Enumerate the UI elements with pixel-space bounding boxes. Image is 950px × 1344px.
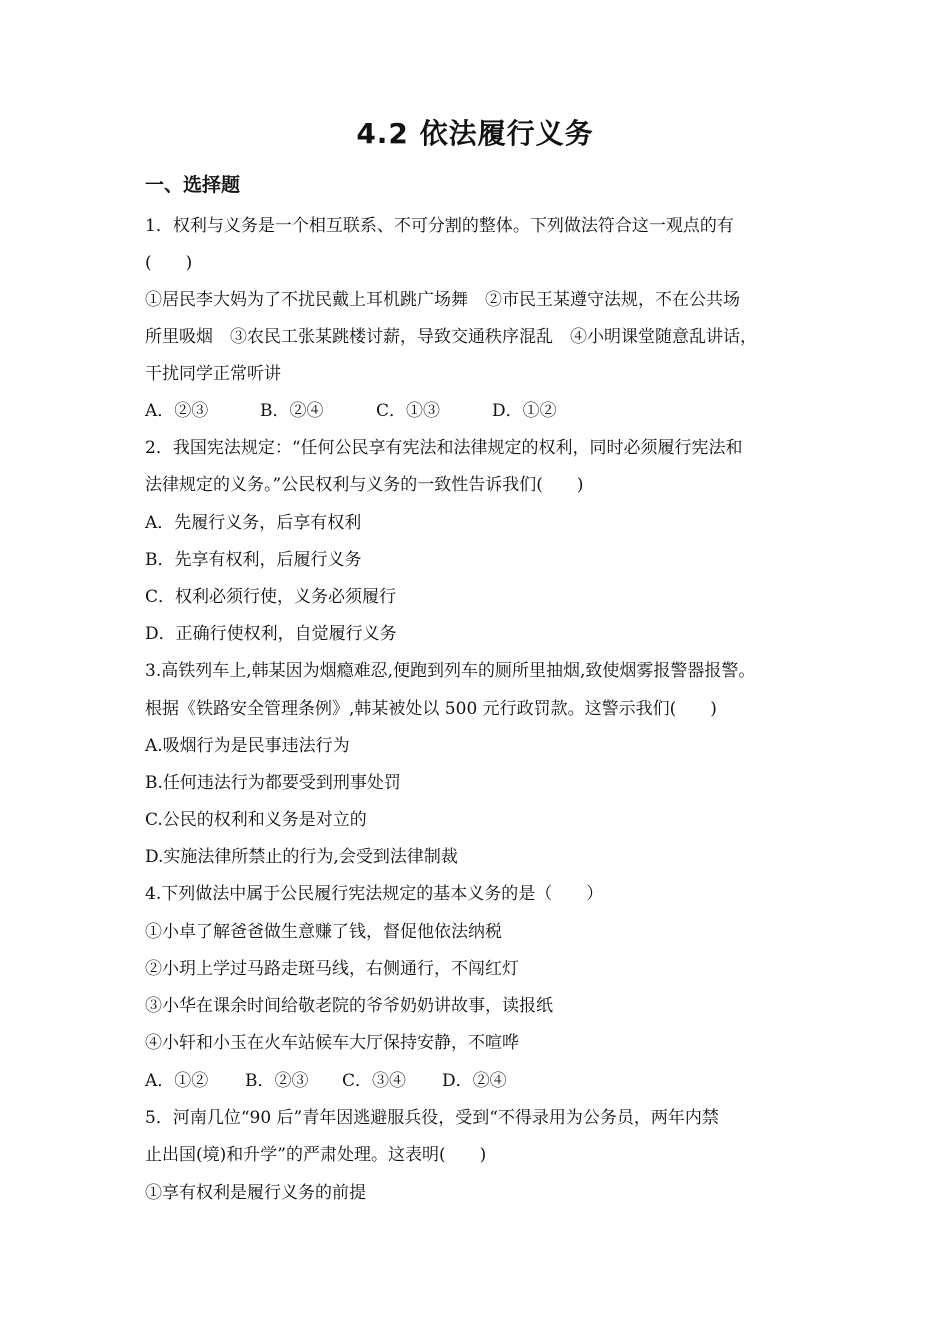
q2-option-d: D．正确行使权利，自觉履行义务 [145, 624, 397, 644]
q1-statement-line-2: 所里吸烟 ③农民工张某跳楼讨薪，导致交通秩序混乱 ④小明课堂随意乱讲话， [145, 327, 757, 347]
q2-stem-line-1: 2．我国宪法规定：“任何公民享有宪法和法律规定的权利，同时必须履行宪法和 [145, 438, 743, 458]
q1-statement-line-1: ①居民李大妈为了不扰民戴上耳机跳广场舞 ②市民王某遵守法规，不在公共场 [145, 290, 740, 310]
q4-statement-1: ①小卓了解爸爸做生意赚了钱，督促他依法纳税 [145, 922, 502, 942]
q5-stem-line-2: 止出国(境)和升学”的严肃处理。这表明( ) [145, 1145, 487, 1165]
q2-option-c: C．权利必须行使，义务必须履行 [145, 587, 397, 607]
q3-option-d: D.实施法律所禁止的行为,会受到法律制裁 [145, 847, 458, 867]
q5-stem-line-1: 5．河南几位“90 后”青年因逃避服兵役，受到“不得录用为公务员，两年内禁 [145, 1108, 719, 1128]
q4-option-a: A．①② [145, 1071, 209, 1091]
q1-stem-line-2: ( ) [145, 253, 193, 273]
q4-option-c: C．③④ [342, 1071, 407, 1091]
q3-option-b: B.任何违法行为都要受到刑事处罚 [145, 773, 401, 793]
q5-statement-1: ①享有权利是履行义务的前提 [145, 1183, 366, 1203]
page-title: 4.2 依法履行义务 [356, 117, 594, 150]
q1-statement-line-3: 干扰同学正常听讲 [145, 364, 281, 384]
q3-option-a: A.吸烟行为是民事违法行为 [145, 736, 350, 756]
q4-option-b: B．②③ [245, 1071, 309, 1091]
q1-stem-line-1: 1．权利与义务是一个相互联系、不可分割的整体。下列做法符合这一观点的有 [145, 216, 734, 236]
q2-stem-line-2: 法律规定的义务。”公民权利与义务的一致性告诉我们( ) [145, 475, 584, 495]
section-heading: 一、选择题 [145, 174, 241, 196]
q3-stem-line-2: 根据《铁路安全管理条例》,韩某被处以 500 元行政罚款。这警示我们( ) [145, 699, 717, 719]
q4-options [145, 1066, 825, 1096]
q2-option-b: B．先享有权利，后履行义务 [145, 550, 362, 570]
q4-statement-2: ②小玥上学过马路走斑马线，右侧通行，不闯红灯 [145, 959, 519, 979]
q2-option-a: A．先履行义务，后享有权利 [145, 513, 362, 533]
q1-option-a: A．②③ [145, 401, 209, 421]
q4-option-d: D．②④ [442, 1071, 507, 1091]
q3-stem-line-1: 3.高铁列车上,韩某因为烟瘾难忍,便跑到列车的厕所里抽烟,致使烟雾报警器报警。 [145, 661, 756, 681]
q1-option-c: C．①③ [376, 401, 441, 421]
q1-options [145, 396, 825, 426]
q3-option-c: C.公民的权利和义务是对立的 [145, 810, 367, 830]
q1-option-b: B．②④ [260, 401, 324, 421]
q1-option-d: D．①② [492, 401, 557, 421]
q4-stem: 4.下列做法中属于公民履行宪法规定的基本义务的是（ ） [145, 884, 604, 904]
q4-statement-3: ③小华在课余时间给敬老院的爷爷奶奶讲故事，读报纸 [145, 996, 553, 1016]
q4-statement-4: ④小轩和小玉在火车站候车大厅保持安静，不喧哗 [145, 1033, 519, 1053]
